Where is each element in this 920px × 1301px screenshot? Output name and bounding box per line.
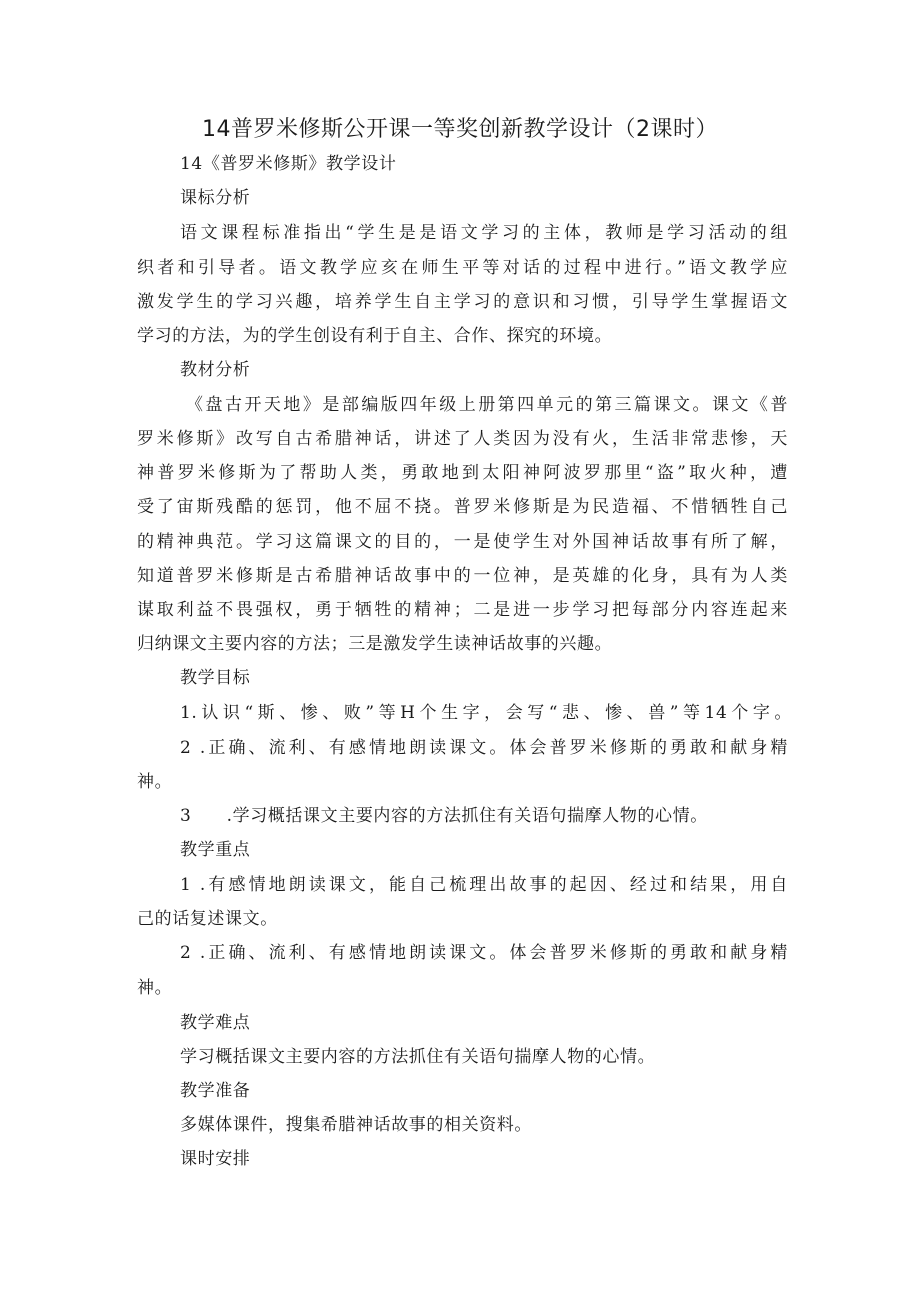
textbook-line: 的精神典范。学习这篇课文的目的，一是使学生对外国神话故事有所了解， [137,532,788,552]
heading-preparation: 教学准备 [180,1081,251,1101]
heading-curriculum: 课标分析 [180,188,251,208]
textbook-line: 知道普罗米修斯是古希腊神话故事中的一位神，是英雄的化身，具有为人类 [137,566,788,586]
curriculum-line: 学习的方法，为的学生创设有利于自主、合作、探究的环境。 [137,326,613,346]
key-point-item: 神。 [137,978,173,998]
key-point-item: 1 .有感情地朗读课文，能自己梳理出故事的起因、经过和结果，用自 [180,875,788,895]
heading-difficulties: 教学难点 [180,1013,251,1033]
curriculum-line: 语文课程标准指出“学生是是语文学习的主体，教师是学习活动的组 [180,223,788,243]
textbook-line: 谋取利益不畏强权，勇于牺牲的精神；二是进一步学习把每部分内容连起来 [137,600,788,620]
heading-goals: 教学目标 [180,668,251,688]
document-title: 14普罗米修斯公开课一等奖创新教学设计（2课时） [202,117,718,142]
goal-item: 3 .学习概括课文主要内容的方法抓住有关语句揣摩人物的心情。 [180,806,708,826]
heading-schedule: 课时安排 [180,1149,251,1169]
textbook-line: 罗米修斯》改写自古希腊神话，讲述了人类因为没有火，生活非常悲惨，天 [137,429,788,449]
textbook-line: 受了宙斯残酷的惩罚，他不屈不挠。普罗米修斯是为民造福、不惜牺牲自己 [137,497,788,517]
goal-item: 2 .正确、流利、有感情地朗读课文。体会普罗米修斯的勇敢和献身精 [180,738,788,758]
textbook-line: 归纳课文主要内容的方法；三是激发学生读神话故事的兴趣。 [137,634,613,654]
key-point-item: 2 .正确、流利、有感情地朗读课文。体会普罗米修斯的勇敢和献身精 [180,943,788,963]
textbook-line: 《盘古开天地》是部编版四年级上册第四单元的第三篇课文。课文《普 [186,395,788,415]
heading-key-points: 教学重点 [180,840,251,860]
curriculum-line: 织者和引导者。语文教学应亥在师生平等对话的过程中进行。”语文教学应 [137,258,788,278]
heading-textbook: 教材分析 [180,360,251,380]
preparation-text: 多媒体课件，搜集希腊神话故事的相关资料。 [180,1115,532,1135]
textbook-line: 神普罗米修斯为了帮助人类，勇敢地到太阳神阿波罗那里“盗”取火种，遭 [137,463,788,483]
curriculum-line: 激发学生的学习兴趣，培养学生自主学习的意识和习惯，引导学生掌握语文 [137,292,788,312]
goal-item: 1.认识“斯、惨、败”等H个生字，会写“悲、惨、兽”等14个字。 [180,703,792,723]
key-point-item: 己的话复述课文。 [137,909,278,929]
difficulties-text: 学习概括课文主要内容的方法抓住有关语句揣摩人物的心情。 [180,1047,656,1067]
goal-item: 神。 [137,772,173,792]
subtitle: 14《普罗米修斯》教学设计 [180,154,397,174]
